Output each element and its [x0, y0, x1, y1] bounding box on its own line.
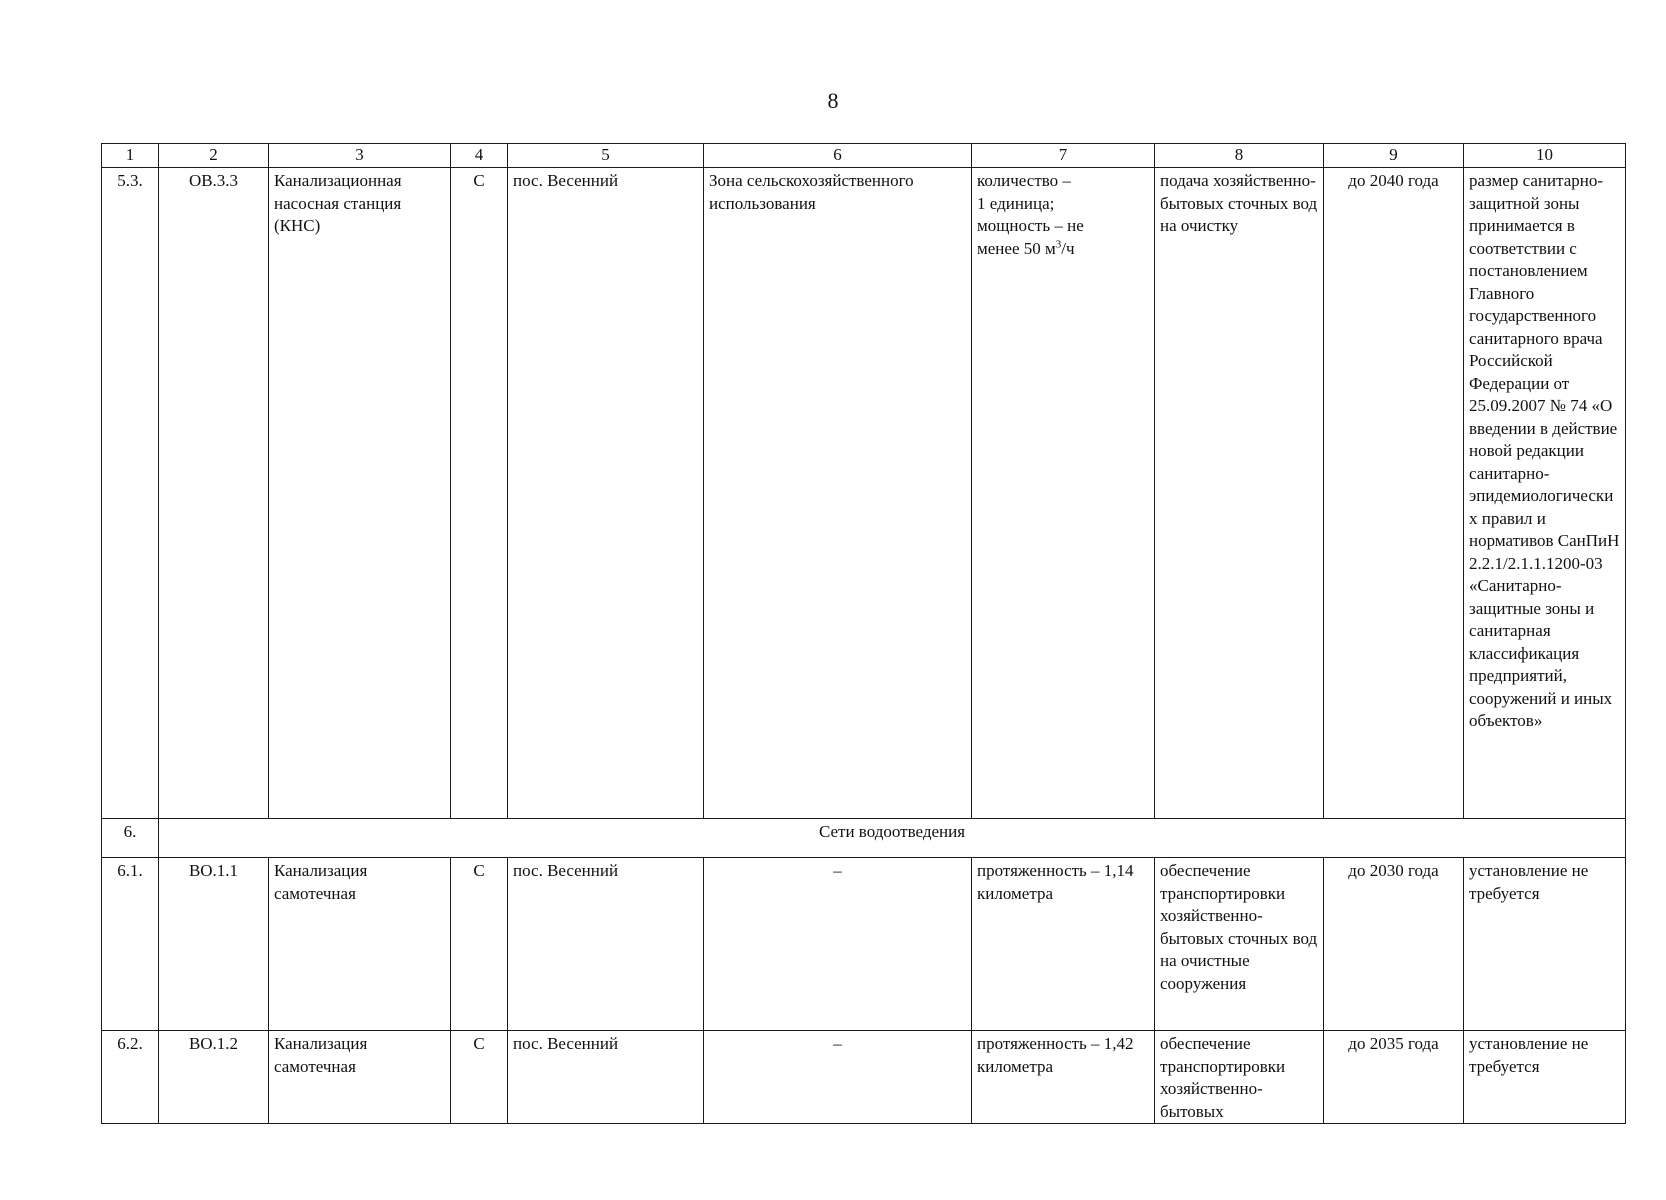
object-code: ВО.1.2	[159, 1031, 269, 1124]
row-number: 6.2.	[102, 1031, 159, 1124]
object-parameters: протяженность – 1,14 километра	[972, 858, 1155, 1031]
param-power-line-1: мощность – не	[977, 216, 1084, 235]
object-deadline: до 2035 года	[1324, 1031, 1464, 1124]
object-deadline: до 2030 года	[1324, 858, 1464, 1031]
table-row	[102, 1031, 1626, 1124]
functional-zone: –	[704, 858, 972, 1031]
functional-zone: Зона сельскохозяйственного использования	[704, 168, 972, 819]
object-category: С	[451, 1031, 508, 1124]
param-power-value: менее 50 м	[977, 238, 1056, 258]
object-code: ОВ.3.3	[159, 168, 269, 819]
param-units: 1 единица;	[977, 193, 1055, 213]
object-deadline: до 2040 года	[1324, 168, 1464, 819]
object-category: С	[451, 858, 508, 1031]
object-name: Канализация самотечная	[269, 1031, 451, 1124]
functional-zone: –	[704, 1031, 972, 1124]
header-cell-1: 1	[102, 144, 159, 168]
header-cell-4: 4	[451, 144, 508, 168]
object-category: С	[451, 168, 508, 819]
object-parameters: протяженность – 1,42 километра	[972, 1031, 1155, 1124]
row-number: 6.1.	[102, 858, 159, 1031]
table-row	[102, 168, 1626, 819]
section-row	[102, 819, 1626, 858]
header-cell-9: 9	[1324, 144, 1464, 168]
protection-zone-note: установление не требуется	[1464, 1031, 1626, 1124]
table-header-row	[102, 144, 1626, 168]
object-location: пос. Весенний	[508, 858, 704, 1031]
header-cell-5: 5	[508, 144, 704, 168]
header-cell-7: 7	[972, 144, 1155, 168]
header-cell-6: 6	[704, 144, 972, 168]
header-cell-2: 2	[159, 144, 269, 168]
object-location: пос. Весенний	[508, 1031, 704, 1124]
param-power-line-2	[977, 238, 1149, 261]
object-purpose: подача хозяйственно-бытовых сточных вод на очистку	[1155, 168, 1324, 819]
objects-table	[101, 143, 1626, 1124]
table-row	[102, 858, 1626, 1031]
param-power-exponent: 3	[1055, 237, 1062, 250]
param-count: количество –	[977, 171, 1071, 190]
object-parameters	[972, 168, 1155, 819]
object-name: Канализационная насосная станция (КНС)	[269, 168, 451, 819]
protection-zone-note: размер санитарно-защитной зоны принимается в соответствии с постановлением Главного государственного санитарного врача Российской Федерации от 25.09.2007 № 74 «О введении в действие новой редакции санитарно-эпидемиологических правил и нормативов СанПиН 2.2.1/2.1.1.1200-03 «Санитарно-защитные зоны и санитарная классификация предприятий, сооружений и иных объектов»	[1464, 168, 1626, 819]
param-power-unit: /ч	[1061, 238, 1075, 258]
protection-zone-note: установление не требуется	[1464, 858, 1626, 1031]
section-title: Сети водоотведения	[159, 819, 1626, 858]
object-purpose: обеспечение транспортировки хозяйственно-бытовых	[1155, 1031, 1324, 1124]
object-location: пос. Весенний	[508, 168, 704, 819]
object-code: ВО.1.1	[159, 858, 269, 1031]
section-number: 6.	[102, 819, 159, 858]
header-cell-10: 10	[1464, 144, 1626, 168]
object-name: Канализация самотечная	[269, 858, 451, 1031]
page-number: 8	[827, 88, 839, 113]
object-purpose: обеспечение транспортировки хозяйственно-бытовых сточных вод на очистные сооружения	[1155, 858, 1324, 1031]
row-number: 5.3.	[102, 168, 159, 819]
header-cell-3: 3	[269, 144, 451, 168]
header-cell-8: 8	[1155, 144, 1324, 168]
